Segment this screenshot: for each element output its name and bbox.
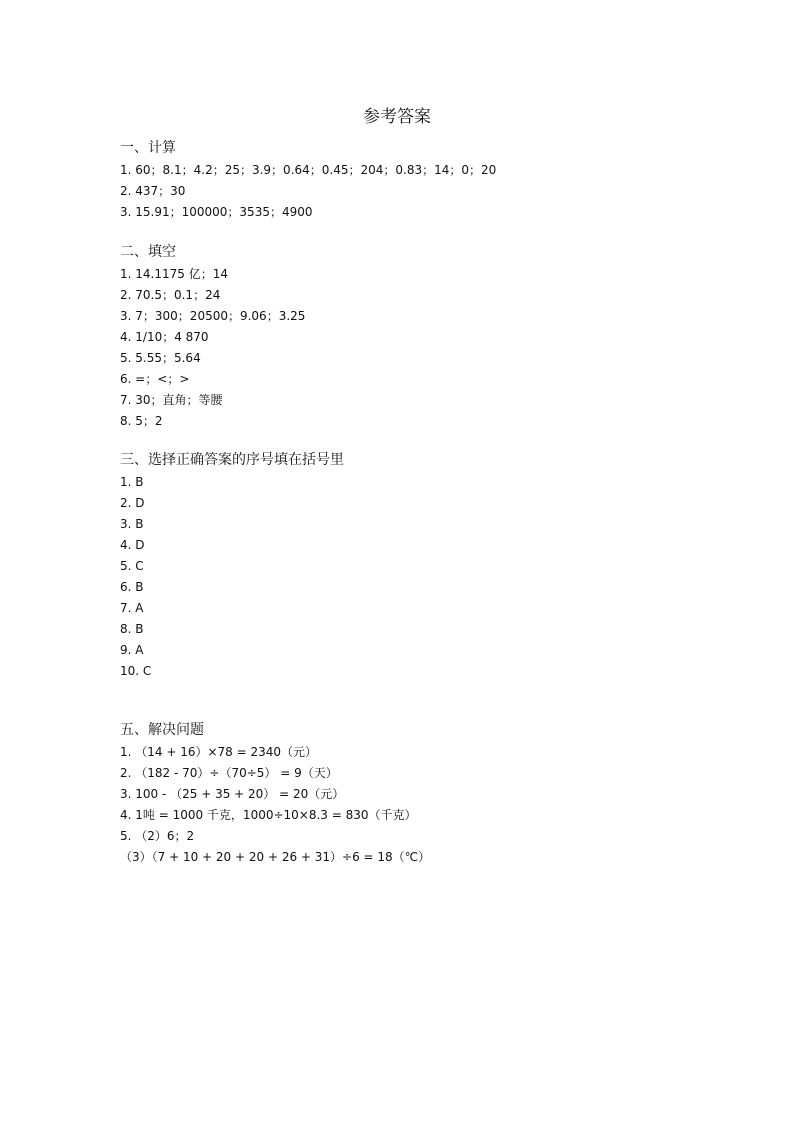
answer-line: 4. 1/10；4 870 (120, 330, 209, 344)
answer-line: 2. 437；30 (120, 184, 186, 198)
answer-line: 1. （14 + 16）×78 = 2340（元） (120, 745, 318, 759)
answer-line: 1. B (120, 475, 144, 489)
answer-line: （3）（7 + 10 + 20 + 20 + 26 + 31）÷6 = 18（℃） (120, 850, 431, 864)
section-multiple-choice (120, 450, 720, 682)
answer-line: 5. （2）6；2 (120, 829, 195, 843)
answer-line: 8. 5；2 (120, 414, 163, 428)
section-fill-in (120, 242, 720, 432)
section-heading: 一、计算 (120, 140, 176, 156)
answer-line: 10. C (120, 664, 152, 678)
section-heading: 五、解决问题 (120, 722, 204, 738)
answer-line: 2. 70.5；0.1；24 (120, 288, 221, 302)
section-word-problems (120, 720, 720, 868)
answer-line: 1. 60；8.1；4.2；25；3.9；0.64；0.45；204；0.83；14；0；20 (120, 163, 497, 177)
answer-line: 8. B (120, 622, 144, 636)
answer-line: 3. 7；300；20500；9.06；3.25 (120, 309, 306, 323)
answer-line: 6. B (120, 580, 144, 594)
answer-line: 5. 5.55；5.64 (120, 351, 201, 365)
answer-line: 6. =；<；> (120, 372, 190, 386)
answer-line: 1. 14.1175 亿；14 (120, 267, 228, 281)
answer-line: 9. A (120, 643, 144, 657)
answer-line: 4. D (120, 538, 145, 552)
answer-line: 4. 1吨 = 1000 千克，1000÷10×8.3 = 830（千克） (120, 808, 417, 822)
answer-line: 2. （182 - 70）÷（70÷5） = 9（天） (120, 766, 338, 780)
section-heading: 三、选择正确答案的序号填在括号里 (120, 452, 344, 468)
answer-line: 3. 15.91；100000；3535；4900 (120, 205, 313, 219)
answer-line: 7. A (120, 601, 144, 615)
section-calculation (120, 138, 720, 223)
page-title: 参考答案 (363, 107, 431, 127)
answer-line: 3. B (120, 517, 144, 531)
answer-line: 5. C (120, 559, 144, 573)
answer-line: 7. 30；直角；等腰 (120, 393, 223, 407)
answer-line: 2. D (120, 496, 145, 510)
section-heading: 二、填空 (120, 244, 176, 260)
answer-line: 3. 100 - （25 + 35 + 20） = 20（元） (120, 787, 345, 801)
